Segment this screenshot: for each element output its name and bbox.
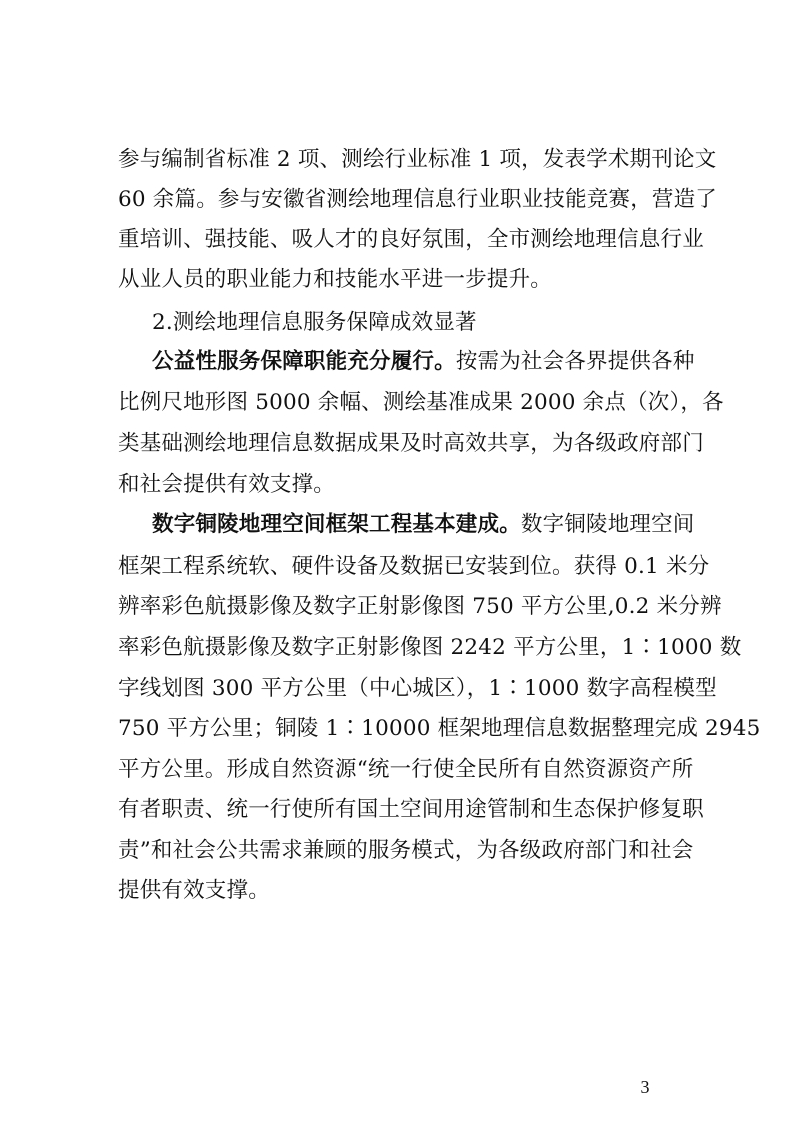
body-text-line (118, 709, 761, 749)
section-heading (152, 303, 698, 343)
body-text-line (118, 180, 717, 220)
text-segment: 750 平方公里；铜陵 1∶10000 框架地理信息数据整理完成 2945 (118, 716, 761, 741)
body-text-line (118, 831, 698, 871)
text-segment: 数字铜陵地理空间 (520, 512, 695, 537)
text-segment: 和社会提供有效支撑。 (118, 472, 336, 497)
section-heading-text: 2.测绘地理信息服务保障成效显著 (152, 310, 477, 335)
text-segment: 提供有效支撑。 (118, 878, 270, 903)
body-text-line (118, 140, 717, 180)
text-segment: 参与编制省标准 2 项、测绘行业标准 1 项，发表学术期刊论文 (118, 147, 717, 172)
page-number: 3 (640, 1077, 650, 1097)
body-text-line (118, 790, 704, 830)
text-segment: 比例尺地形图 5000 余幅、测绘基准成果 2000 余点（次），各 (118, 390, 724, 415)
bold-lead-phrase: 数字铜陵地理空间框架工程基本建成。 (152, 512, 521, 537)
body-text-line (118, 383, 724, 423)
body-text-line (152, 505, 698, 545)
text-segment: 字线划图 300 平方公里（中心城区），1∶1000 数字高程模型 (118, 676, 717, 701)
text-segment: 责”和社会公共需求兼顾的服务模式，为各级政府部门和社会 (118, 838, 694, 863)
text-segment: 率彩色航摄影像及数字正射影像图 2242 平方公里，1∶1000 数 (118, 635, 742, 660)
body-text-line (152, 342, 698, 382)
bold-lead-phrase: 公益性服务保障职能充分履行。 (152, 349, 456, 374)
body-text-line (118, 465, 698, 505)
body-text-line (118, 220, 704, 260)
body-text-line (118, 628, 742, 668)
text-segment: 类基础测绘地理信息数据成果及时高效共享，为各级政府部门 (118, 431, 704, 456)
text-segment: 框架工程系统软、硬件设备及数据已安装到位。获得 0.1 米分 (118, 554, 710, 579)
text-segment: 平方公里。形成自然资源“统一行使全民所有自然资源资产所 (118, 757, 694, 782)
body-text-line (118, 750, 698, 790)
body-text-line (118, 424, 704, 464)
body-text-line (118, 587, 722, 627)
body-text-line (118, 547, 710, 587)
body-text-line (118, 260, 698, 300)
body-text-line (118, 871, 698, 911)
text-segment: 按需为社会各界提供各种 (455, 349, 695, 374)
text-segment: 60 余篇。参与安徽省测绘地理信息行业职业技能竞赛，营造了 (118, 187, 717, 212)
text-segment: 辨率彩色航摄影像及数字正射影像图 750 平方公里,0.2 米分辨 (118, 594, 722, 619)
body-text-line (118, 669, 717, 709)
text-segment: 有者职责、统一行使所有国土空间用途管制和生态保护修复职 (118, 797, 704, 822)
text-segment: 从业人员的职业能力和技能水平进一步提升。 (118, 267, 553, 292)
text-segment: 重培训、强技能、吸人才的良好氛围，全市测绘地理信息行业 (118, 227, 704, 252)
